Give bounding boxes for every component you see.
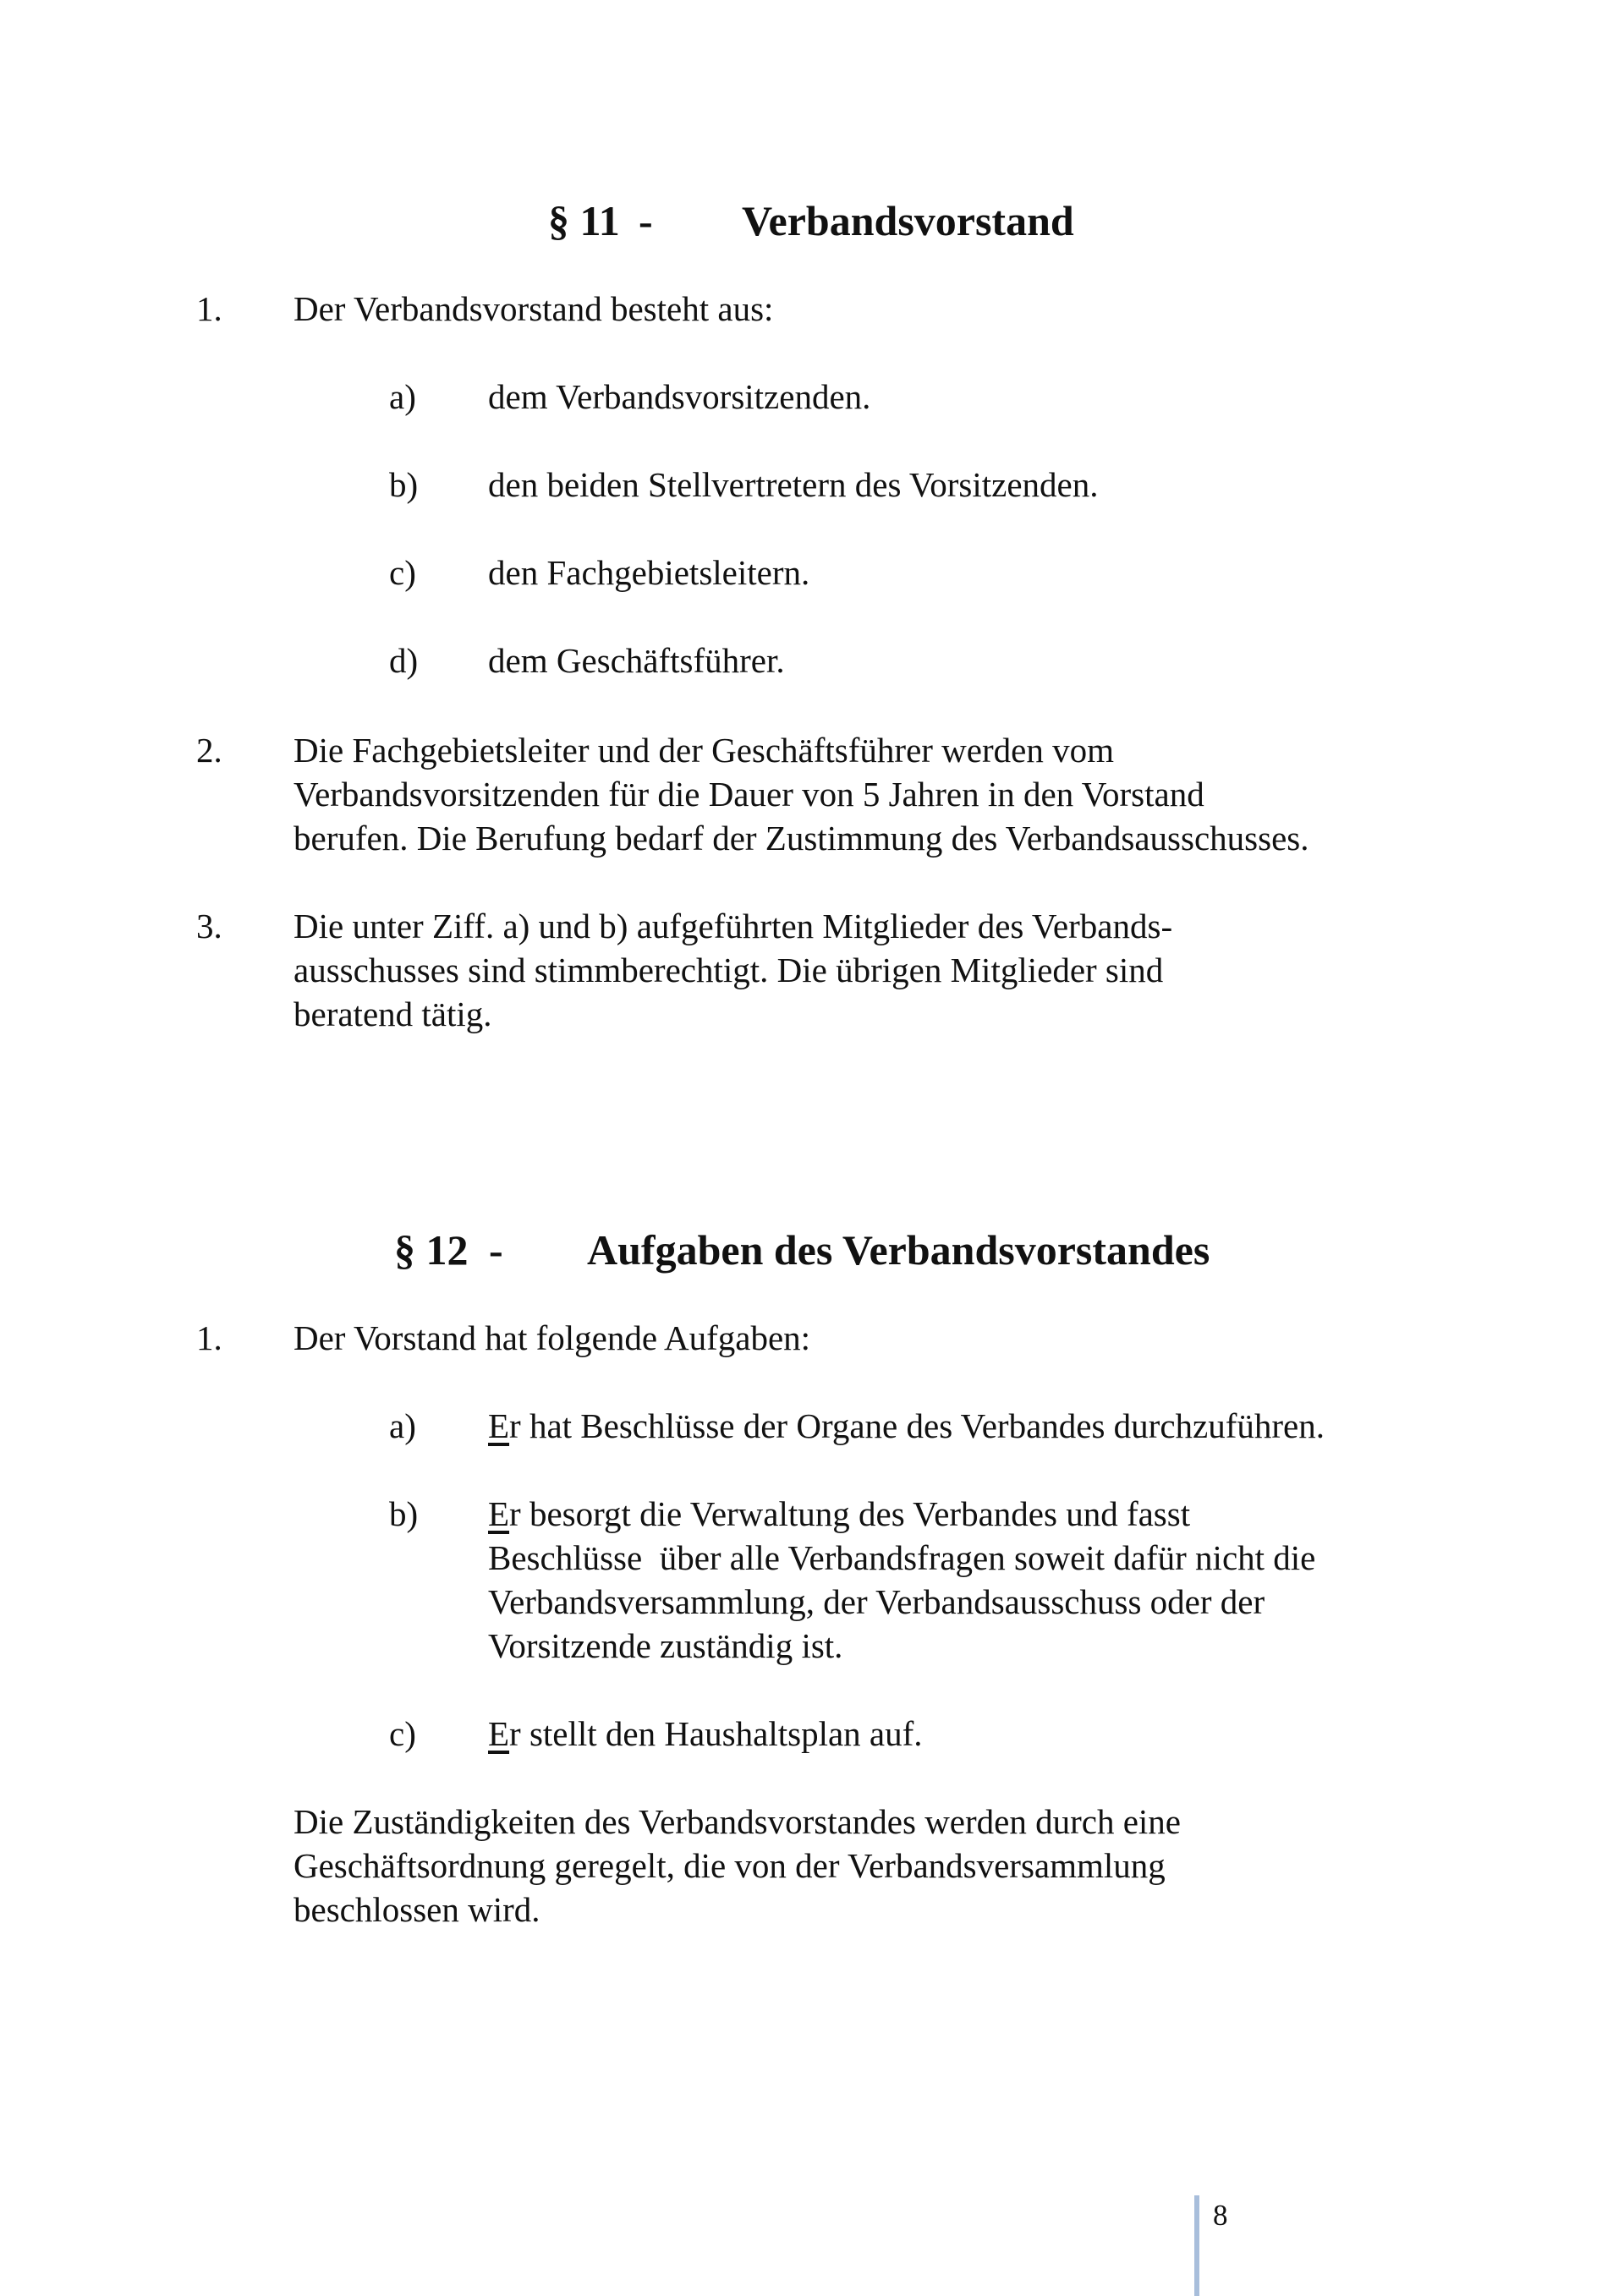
sub-item-text: dem Geschäftsführer.	[488, 641, 785, 680]
section-11-number: § 11	[548, 197, 620, 244]
sub-item-text: den Fachgebietsleitern.	[488, 553, 810, 592]
sub-item-letter: b)	[389, 465, 419, 504]
sub-item-text: dem Verbandsvorsitzenden.	[488, 377, 871, 416]
list-number: 3.	[196, 907, 222, 945]
sub-item-letter: d)	[389, 641, 419, 680]
sub-item-text: Verbandsversammlung, der Verbandsausschuss oder der	[488, 1582, 1265, 1621]
list-item-text: berufen. Die Berufung bedarf der Zustimmung des Verbandsausschusses.	[294, 819, 1309, 858]
list-number: 1.	[196, 1318, 222, 1357]
list-item-text: ausschusses sind stimmberechtigt. Die übrigen Mitglieder sind	[294, 951, 1164, 989]
list-item-text: Der Vorstand hat folgende Aufgaben:	[294, 1318, 811, 1357]
list-item-text: Die Fachgebietsleiter und der Geschäftsführer werden vom	[294, 731, 1114, 770]
sub-item-text	[488, 1492, 1190, 1536]
sub-item-rest: r stellt den Haushaltsplan auf.	[509, 1714, 923, 1753]
section-11-dash: -	[639, 197, 653, 244]
sub-item-text: Beschlüsse über alle Verbandsfragen soweit dafür nicht die	[488, 1538, 1316, 1577]
list-item-text: Verbandsvorsitzenden für die Dauer von 5 Jahren in den Vorstand	[294, 775, 1204, 814]
list-number: 2.	[196, 731, 222, 770]
section-12-title: Aufgaben des Verbandsvorstandes	[587, 1226, 1210, 1274]
sub-item-first-letter: E	[488, 1406, 510, 1445]
sub-item-letter: a)	[389, 1406, 416, 1445]
section-12-dash: -	[489, 1226, 503, 1274]
sub-item-letter: c)	[389, 1714, 416, 1753]
sub-item-text	[488, 1712, 923, 1756]
list-item-text: beratend tätig.	[294, 995, 492, 1033]
sub-item-letter: a)	[389, 377, 416, 416]
closing-paragraph-line: beschlossen wird.	[294, 1890, 540, 1929]
sub-item-letter: b)	[389, 1494, 419, 1533]
section-11-title: Verbandsvorstand	[742, 197, 1074, 244]
page-number-rule	[1194, 2195, 1199, 2296]
sub-item-text: Vorsitzende zuständig ist.	[488, 1626, 843, 1665]
sub-item-text: den beiden Stellvertretern des Vorsitzenden.	[488, 465, 1099, 504]
list-item-text: Der Verbandsvorstand besteht aus:	[294, 289, 774, 328]
sub-item-first-letter: E	[488, 1714, 510, 1753]
sub-item-letter: c)	[389, 553, 416, 592]
closing-paragraph-line: Die Zuständigkeiten des Verbandsvorstandes werden durch eine	[294, 1802, 1181, 1841]
list-number: 1.	[196, 289, 222, 328]
sub-item-rest: r besorgt die Verwaltung des Verbandes und fasst	[509, 1494, 1191, 1533]
sub-item-rest: r hat Beschlüsse der Organe des Verbandes durchzuführen.	[509, 1406, 1325, 1445]
list-item-text: Die unter Ziff. a) und b) aufgeführten Mitglieder des Verbands-	[294, 907, 1173, 945]
sub-item-first-letter: E	[488, 1494, 510, 1533]
closing-paragraph-line: Geschäftsordnung geregelt, die von der Verbandsversammlung	[294, 1846, 1166, 1885]
sub-item-text	[488, 1404, 1325, 1448]
section-12-number: § 12	[394, 1226, 469, 1274]
page-number: 8	[1213, 2199, 1228, 2232]
